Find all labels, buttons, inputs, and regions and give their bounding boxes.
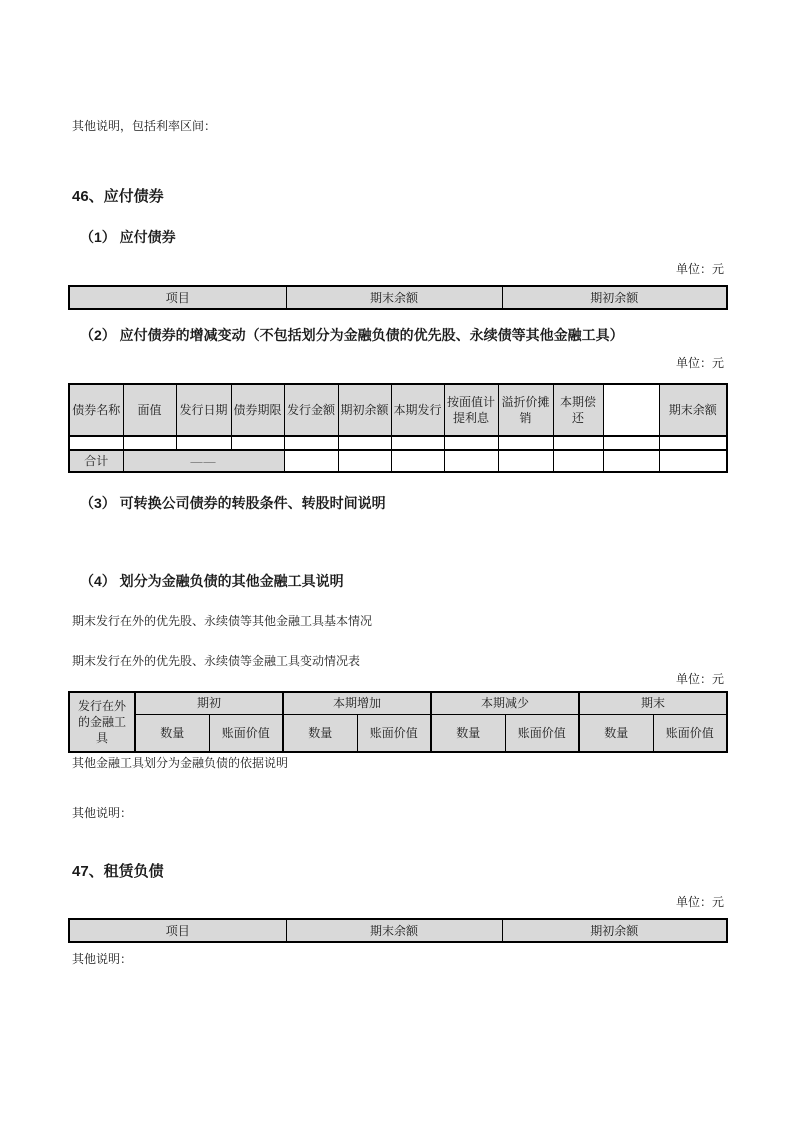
section-46-3-heading: （3） 可转换公司债券的转股条件、转股时间说明: [80, 495, 386, 511]
column-header-bond-name: 债券名称: [69, 384, 123, 436]
empty-cell: [284, 450, 338, 472]
empty-cell: [123, 436, 176, 450]
empty-cell: [444, 450, 498, 472]
outstanding-instruments-basic-note: 期末发行在外的优先股、永续债等其他金融工具基本情况: [72, 614, 373, 628]
empty-cell: [553, 450, 603, 472]
group-header-row: [69, 692, 727, 714]
column-header-ending-balance: 期末余额: [286, 919, 502, 942]
column-header-ending-balance: 期末余额: [286, 286, 502, 309]
empty-cell: [391, 436, 444, 450]
unit-label-financial-instruments: 单位：元: [675, 672, 724, 686]
empty-data-row: [69, 436, 727, 450]
column-header-current-issue: 本期发行: [391, 384, 444, 436]
empty-cell: [659, 450, 727, 472]
table-header-row: [69, 384, 727, 436]
column-header-quantity: 数量: [135, 714, 209, 752]
column-header-carrying-value: 账面价值: [357, 714, 431, 752]
column-header-interest-at-face: 按面值计提利息: [444, 384, 498, 436]
other-notes-interest-range-label: 其他说明，包括利率区间：: [72, 119, 217, 133]
other-notes-label: 其他说明：: [72, 806, 133, 820]
column-header-face-value: 面值: [123, 384, 176, 436]
total-dash-cell: ——: [123, 450, 284, 472]
empty-cell: [338, 436, 391, 450]
column-header-bond-term: 债券期限: [231, 384, 284, 436]
column-header-premium-discount-amortization: 溢折价摊销: [498, 384, 553, 436]
column-header-quantity: 数量: [431, 714, 505, 752]
column-header-item: 项目: [69, 919, 286, 942]
empty-cell: [284, 436, 338, 450]
bonds-payable-table: [68, 285, 728, 310]
unit-label-bonds-movement: 单位：元: [675, 356, 724, 370]
empty-cell: [444, 436, 498, 450]
other-notes-label: 其他说明：: [72, 952, 133, 966]
corner-header-outstanding-instruments: 发行在外的金融工具: [69, 692, 135, 752]
column-header-item: 项目: [69, 286, 286, 309]
section-46-4-heading: （4） 划分为金融负债的其他金融工具说明: [80, 573, 344, 589]
group-header-decrease: 本期减少: [431, 692, 579, 714]
empty-cell: [603, 450, 659, 472]
column-header-beginning-balance: 期初余额: [338, 384, 391, 436]
table-header-row: [69, 919, 727, 942]
empty-cell: [553, 436, 603, 450]
financial-instruments-change-table: [68, 691, 728, 753]
empty-cell: [338, 450, 391, 472]
column-header-blank: [603, 384, 659, 436]
section-47-heading: 47、租赁负债: [72, 863, 164, 880]
empty-cell: [69, 436, 123, 450]
empty-cell: [176, 436, 231, 450]
lease-liabilities-table: [68, 918, 728, 943]
column-header-carrying-value: 账面价值: [653, 714, 727, 752]
page-content: [68, 0, 726, 967]
bonds-movement-table: [68, 383, 728, 473]
column-header-ending-balance: 期末余额: [659, 384, 727, 436]
column-header-beginning-balance: 期初余额: [502, 919, 727, 942]
column-header-carrying-value: 账面价值: [209, 714, 283, 752]
section-46-heading: 46、应付债券: [72, 188, 164, 205]
section-46-2-heading: （2） 应付债券的增减变动（不包括划分为金融负债的优先股、永续债等其他金融工具）: [80, 327, 624, 343]
section-46-1-heading: （1） 应付债券: [80, 229, 176, 245]
column-header-beginning-balance: 期初余额: [502, 286, 727, 309]
total-label: 合计: [69, 450, 123, 472]
table-header-row: [69, 286, 727, 309]
column-header-quantity: 数量: [579, 714, 653, 752]
classification-basis-note: 其他金融工具划分为金融负债的依据说明: [72, 756, 289, 770]
empty-cell: [231, 436, 284, 450]
unit-label-lease-liabilities: 单位：元: [675, 895, 724, 909]
group-header-beginning: 期初: [135, 692, 283, 714]
unit-label-bonds-payable: 单位：元: [675, 262, 724, 276]
empty-cell: [498, 436, 553, 450]
column-header-current-repayment: 本期偿还: [553, 384, 603, 436]
empty-cell: [659, 436, 727, 450]
column-header-carrying-value: 账面价值: [505, 714, 579, 752]
outstanding-instruments-change-note: 期末发行在外的优先股、永续债等金融工具变动情况表: [72, 654, 361, 668]
group-header-ending: 期末: [579, 692, 727, 714]
empty-cell: [498, 450, 553, 472]
group-header-increase: 本期增加: [283, 692, 431, 714]
column-header-issue-amount: 发行金额: [284, 384, 338, 436]
column-header-issue-date: 发行日期: [176, 384, 231, 436]
column-header-quantity: 数量: [283, 714, 357, 752]
sub-header-row: [69, 714, 727, 752]
total-row: [69, 450, 727, 472]
empty-cell: [391, 450, 444, 472]
empty-cell: [603, 436, 659, 450]
